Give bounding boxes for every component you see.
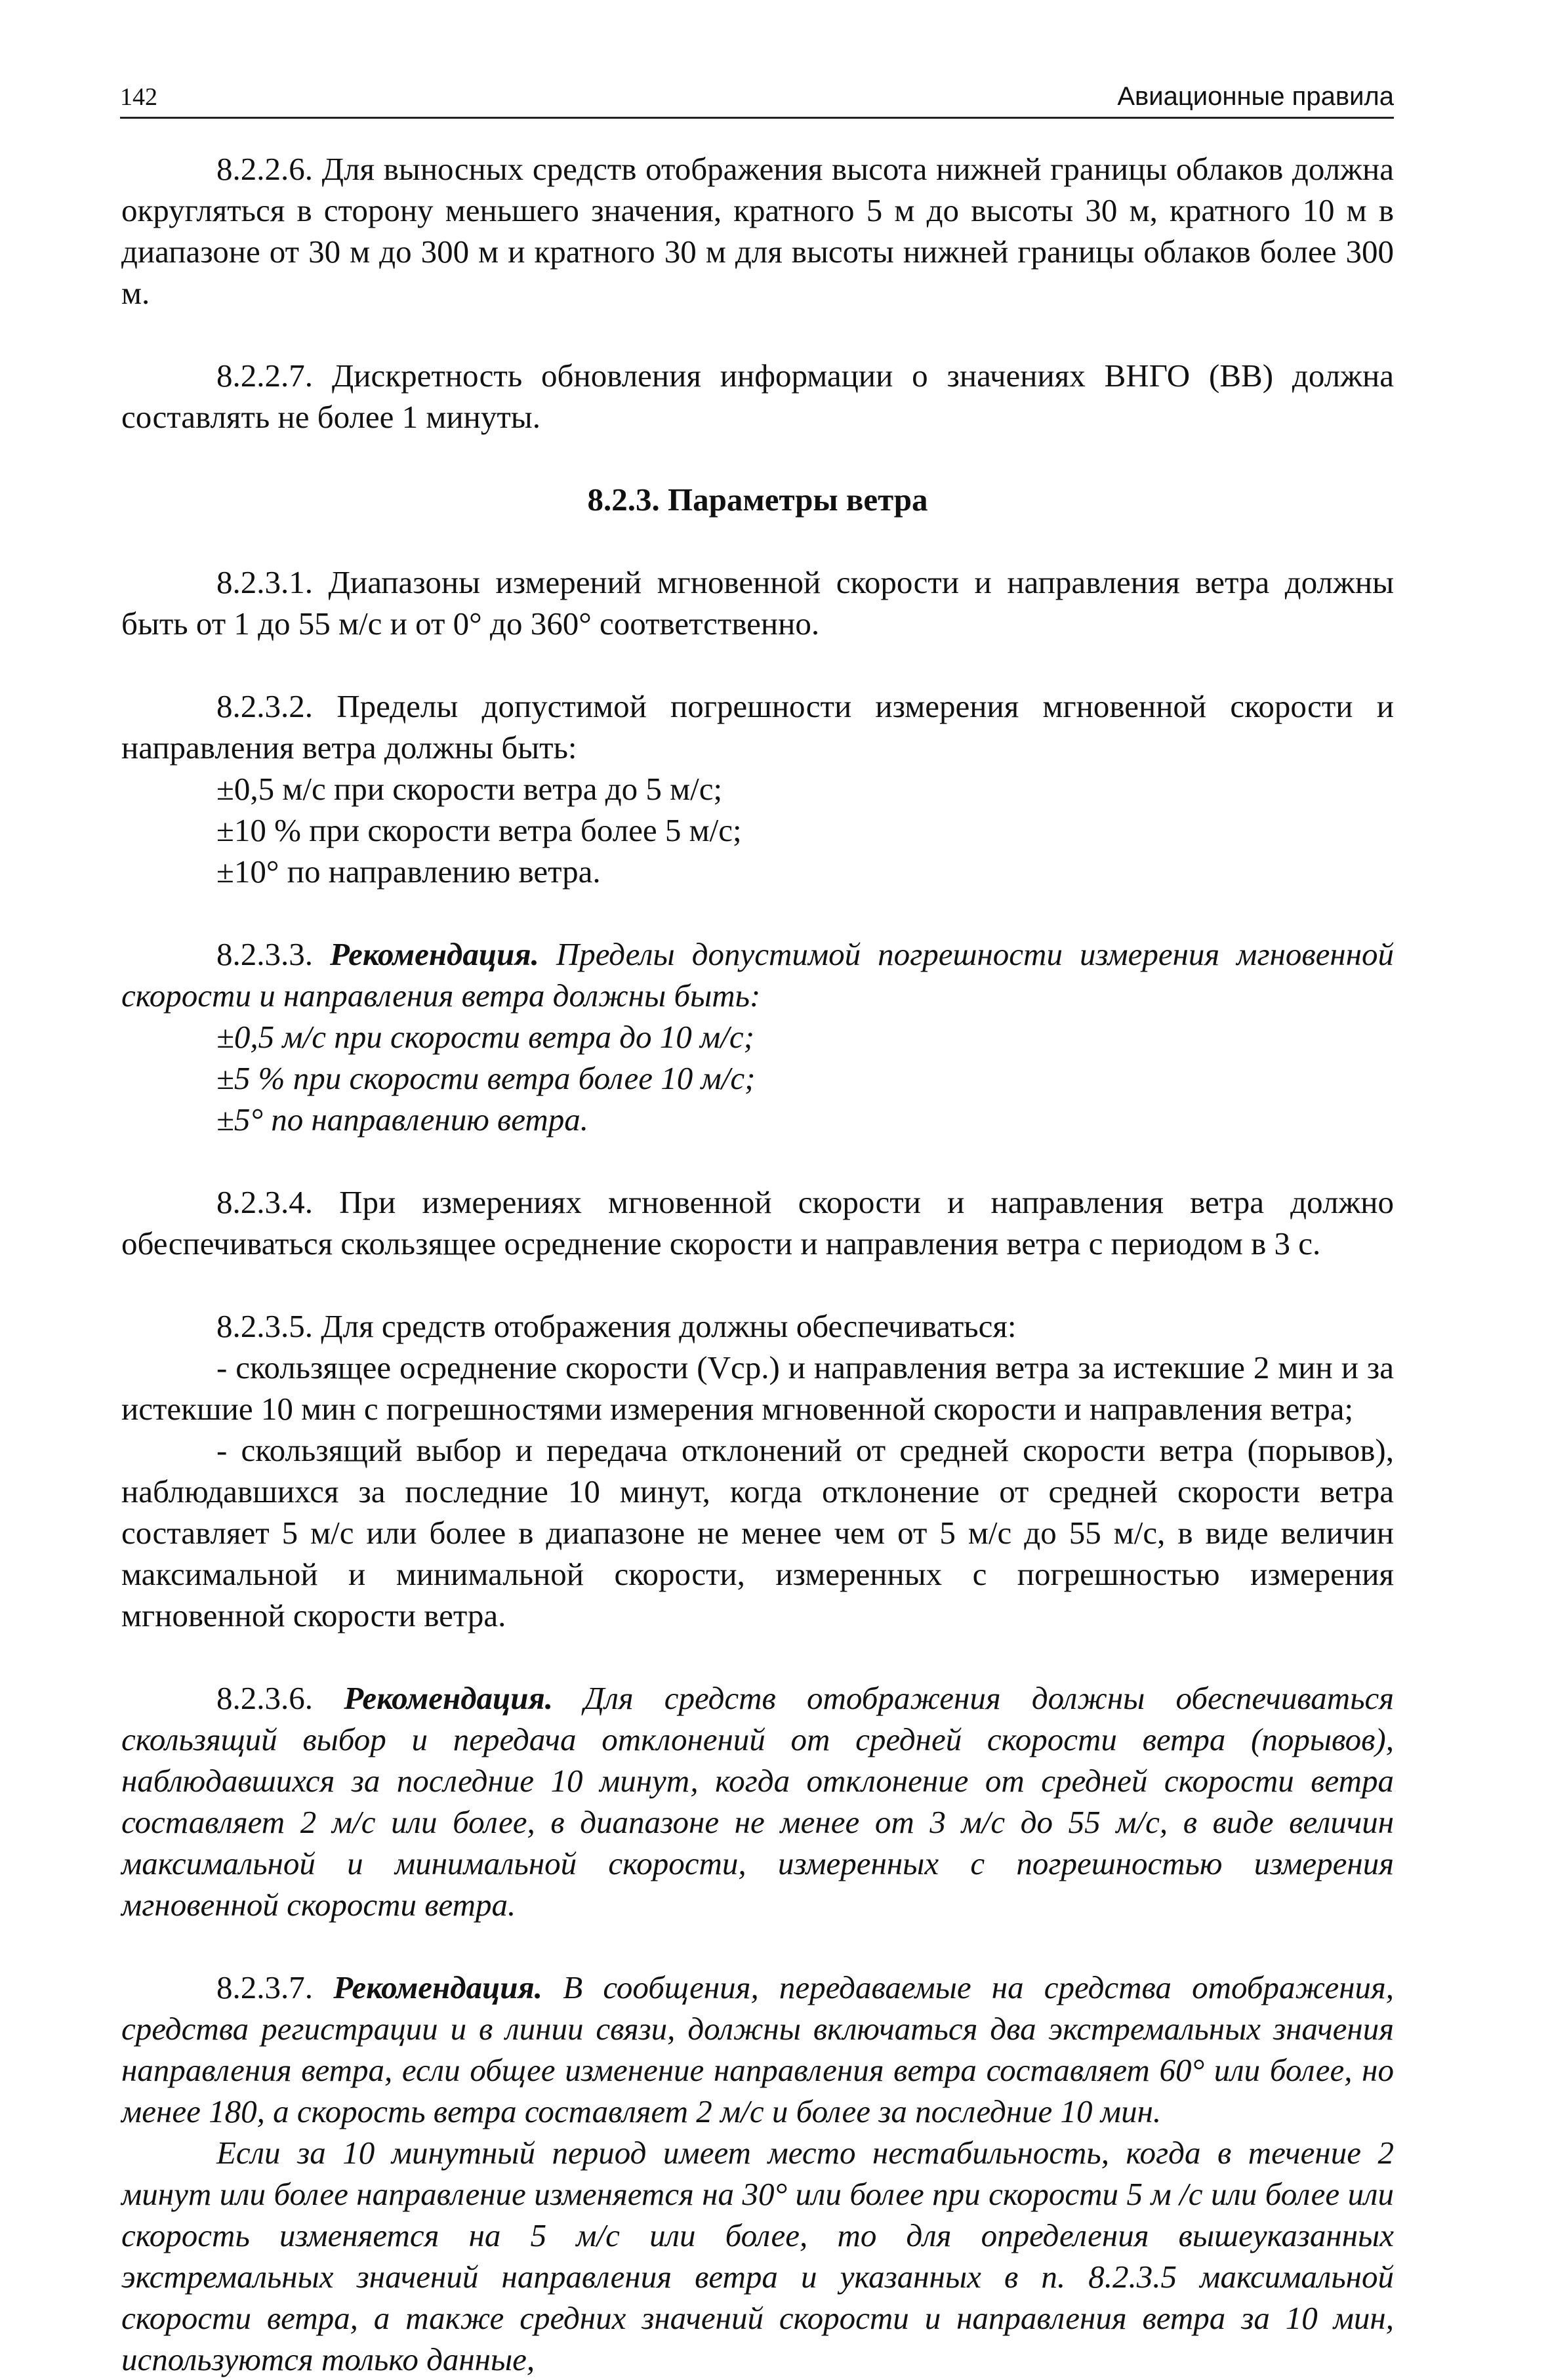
recommendation-label: Рекомендация. bbox=[333, 1969, 543, 2005]
recommendation-text: Для средств отображения должны обеспечиваться скользящий выбор и передача отклонений от средней скорости ветра (порывов), наблюдавшихся за последние 10 минут, когда отклонение от средней скорости ветра составляет 2 м/с или более, в диапазоне не менее от 3 м/с до 55 м/с, в виде величин максимальной и минимальной скорости, измеренных с погрешностью измерения мгновенной скорости ветра. bbox=[121, 1680, 1395, 1923]
paragraph-8-2-3-3 bbox=[121, 934, 1394, 1016]
page-header bbox=[120, 77, 1394, 119]
paragraph-number: 8.2.3.7. bbox=[216, 1969, 313, 2005]
dash-item: - скользящее осреднение скорости (Vср.) и направления ветра за истекшие 2 мин и за истекшие 10 мин с погрешностями измерения мгновенной скорости и направления ветра; bbox=[121, 1349, 1394, 1427]
list-item: ±10° по направлению ветра. bbox=[216, 853, 601, 890]
body-text bbox=[121, 148, 1394, 2380]
paragraph-8-2-3-6 bbox=[121, 1677, 1394, 1925]
list-item: ±0,5 м/с при скорости ветра до 10 м/с; bbox=[216, 1019, 754, 1055]
recommendation-label: Рекомендация. bbox=[330, 936, 539, 972]
running-title: Авиационные правила bbox=[1117, 82, 1394, 111]
list-item: ±5° по направлению ветра. bbox=[216, 1101, 589, 1138]
paragraph-number: 8.2.3.3. bbox=[216, 936, 313, 972]
paragraph-8-2-3-7 bbox=[121, 1967, 1394, 2132]
recommendation-text: В сообщения, передаваемые на средства отображения, средства регистрации и в линии связи, должны включаться два экстремальных значения направления ветра, если общее изменение направления ветра составляет 60° или более, но менее 180, а скорость ветра составляет 2 м/с и более за последние 10 мин. bbox=[121, 1969, 1395, 2129]
recommendation-label: Рекомендация. bbox=[344, 1680, 554, 1716]
list-item: ±0,5 м/с при скорости ветра до 5 м/с; bbox=[216, 771, 723, 807]
dash-item: - скользящий выбор и передача отклонений от средней скорости ветра (порывов), наблюдавшихся за последние 10 минут, когда отклонение от средней скорости ветра составляет 5 м/с или более в диапазоне не менее чем от 5 м/с до 55 м/с, в виде величин максимальной и минимальной скорости, измеренных с погрешностью измерения мгновенной скорости ветра. bbox=[121, 1432, 1394, 1633]
list-item: ±10 % при скорости ветра более 5 м/с; bbox=[216, 812, 742, 848]
paragraph-number: 8.2.3.6. bbox=[216, 1680, 313, 1716]
paragraph-8-2-3-1: 8.2.3.1. Диапазоны измерений мгновенной скорости и направления ветра должны быть от 1 до 55 м/с и от 0° до 360° соответственно. bbox=[121, 564, 1394, 642]
paragraph-continuation: Если за 10 минутный период имеет место нестабильность, когда в течение 2 минут или более направление изменяется на 30° или более при скорости 5 м /с или более или скорость изменяется на 5 м/с или более, то для определения вышеуказанных экстремальных значений направления ветра и указанных в п. 8.2.3.5 максимальной скорости ветра, а также средних значений скорости и направления ветра за 10 мин, используются только данные, bbox=[121, 2135, 1394, 2377]
paragraph-8-2-3-5: 8.2.3.5. Для средств отображения должны обеспечиваться: bbox=[216, 1308, 1017, 1344]
paragraph-8-2-2-7: 8.2.2.7. Дискретность обновления информации о значениях ВНГО (ВВ) должна составлять не более 1 минуты. bbox=[121, 358, 1394, 435]
section-heading-8-2-3: 8.2.3. Параметры ветра bbox=[587, 482, 928, 518]
recommendation-text: Пределы допустимой погрешности измерения мгновенной скорости и направления ветра должны быть: bbox=[121, 936, 1395, 1014]
paragraph-8-2-2-6: 8.2.2.6. Для выносных средств отображения высота нижней границы облаков должна округляться в сторону меньшего значения, кратного 5 м до высоты 30 м, кратного 10 м в диапазоне от 30 м до 300 м и кратного 30 м для высоты нижней границы облаков более 300 м. bbox=[121, 151, 1394, 311]
paragraph-8-2-3-2: 8.2.3.2. Пределы допустимой погрешности измерения мгновенной скорости и направления ветра должны быть: bbox=[121, 688, 1394, 766]
list-item: ±5 % при скорости ветра более 10 м/с; bbox=[216, 1060, 756, 1096]
paragraph-8-2-3-4: 8.2.3.4. При измерениях мгновенной скорости и направления ветра должно обеспечиваться скользящее осреднение скорости и направления ветра с периодом в 3 с. bbox=[121, 1184, 1394, 1262]
page-number: 142 bbox=[120, 83, 157, 111]
